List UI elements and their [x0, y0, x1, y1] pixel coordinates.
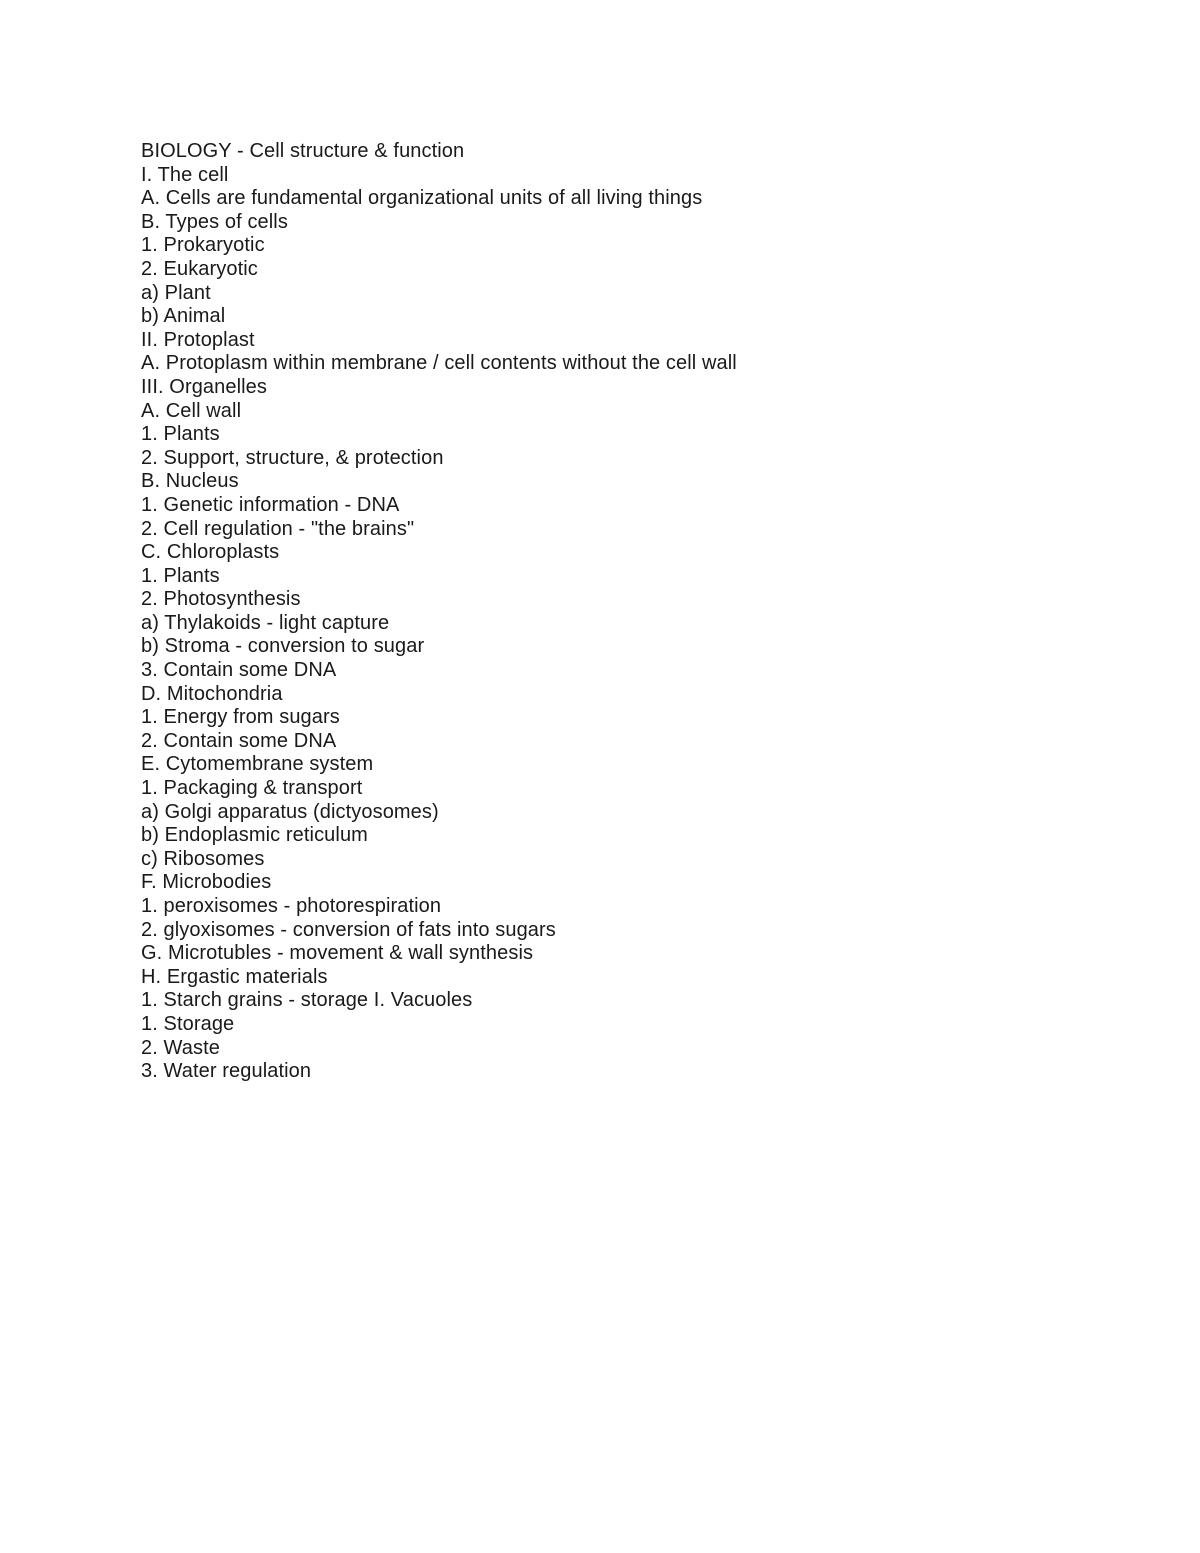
outline-line: 3. Water regulation	[141, 1060, 312, 1083]
outline-line: C. Chloroplasts	[141, 541, 280, 564]
outline-line: I. The cell	[141, 163, 229, 186]
outline-line: D. Mitochondria	[141, 682, 283, 705]
outline-line: 1. Plants	[141, 564, 220, 587]
outline-line: 2. Support, structure, & protection	[141, 446, 444, 469]
outline-line: a) Plant	[141, 281, 211, 304]
outline-line: H. Ergastic materials	[141, 965, 328, 988]
outline-line: 1. Energy from sugars	[141, 706, 340, 729]
outline-line: c) Ribosomes	[141, 847, 265, 870]
outline-line: 2. Eukaryotic	[141, 257, 258, 280]
outline-line: 1. Prokaryotic	[141, 234, 265, 257]
outline-line: 2. Contain some DNA	[141, 729, 337, 752]
outline-line: b) Stroma - conversion to sugar	[141, 635, 425, 658]
outline-line: B. Types of cells	[141, 210, 288, 233]
outline-line: II. Protoplast	[141, 328, 255, 351]
outline-line: a) Thylakoids - light capture	[141, 611, 390, 634]
outline-line: b) Endoplasmic reticulum	[141, 824, 368, 847]
outline-line: 1. Starch grains - storage I. Vacuoles	[141, 989, 473, 1012]
outline-line: 1. Storage	[141, 1012, 235, 1035]
outline-line: III. Organelles	[141, 375, 268, 398]
outline-line: 2. Cell regulation - "the brains"	[141, 517, 415, 540]
outline-line: 1. Genetic information - DNA	[141, 493, 400, 516]
outline-line: B. Nucleus	[141, 470, 239, 493]
outline-line: F. Microbodies	[141, 871, 272, 894]
outline-line: 2. Waste	[141, 1036, 220, 1059]
outline-line: a) Golgi apparatus (dictyosomes)	[141, 800, 439, 823]
outline-line: 2. glyoxisomes - conversion of fats into sugars	[141, 918, 556, 941]
outline-line: A. Cells are fundamental organizational units of all living things	[141, 187, 703, 210]
outline-line: b) Animal	[141, 305, 226, 328]
outline-line: 1. Packaging & transport	[141, 777, 363, 800]
document-title: BIOLOGY - Cell structure & function	[141, 140, 465, 162]
outline-line: A. Protoplasm within membrane / cell contents without the cell wall	[141, 352, 737, 375]
outline-line: G. Microtubles - movement & wall synthesis	[141, 942, 534, 965]
outline-line: 1. Plants	[141, 423, 220, 446]
outline-line: 2. Photosynthesis	[141, 588, 301, 611]
outline-text	[141, 140, 1141, 1084]
outline-line: 1. peroxisomes - photorespiration	[141, 895, 442, 917]
outline-line: 3. Contain some DNA	[141, 659, 337, 682]
outline-line: E. Cytomembrane system	[141, 753, 374, 776]
outline-line: A. Cell wall	[141, 399, 242, 422]
